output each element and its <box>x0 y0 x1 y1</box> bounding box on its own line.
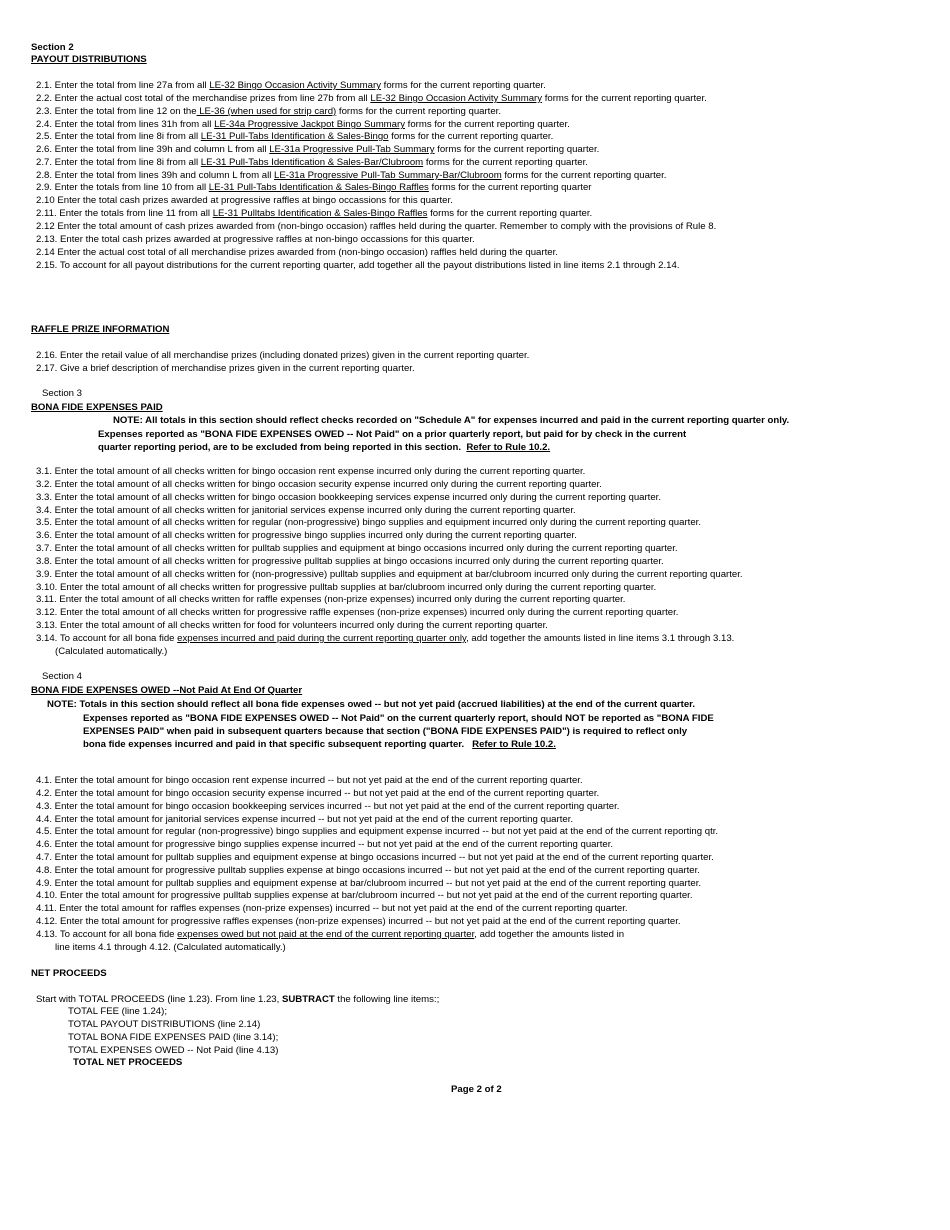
net-proceeds-intro: Start with TOTAL PROCEEDS (line 1.23). From line 1.23, SUBTRACT the following line items:; <box>36 994 440 1005</box>
rule-10-2-reference: Refer to Rule 10.2. <box>466 442 551 453</box>
line-2-12: 2.12 Enter the total amount of cash prizes awarded from (non-bingo occasion) raffles held during the quarter. Remember to comply with the provisions of Rule 8. <box>36 221 717 232</box>
bona-fide-expenses-owed-heading: BONA FIDE EXPENSES OWED --Not Paid At End Of Quarter <box>31 685 303 696</box>
section-4-note-line-2: Expenses reported as "BONA FIDE EXPENSES OWED -- Not Paid" on the current quarterly report, should NOT be reported as "BONA FIDE <box>83 713 714 724</box>
line-3-12: 3.12. Enter the total amount of all checks written for progressive raffle expenses (non-prize expenses) incurred only during the current reporting quarter. <box>36 607 679 618</box>
section-3-note-line-1: NOTE: All totals in this section should reflect checks recorded on "Schedule A" for expenses incurred and paid in the current reporting quarter only. <box>113 415 790 426</box>
line-2-5: 2.5. Enter the total from line 8i from all LE-31 Pull-Tabs Identification & Sales-Bingo forms for the current reporting quarter. <box>36 131 554 142</box>
bona-fide-expenses-paid-heading: BONA FIDE EXPENSES PAID <box>31 402 163 413</box>
line-2-10: 2.10 Enter the total cash prizes awarded at progressive raffles at bingo occassions for this quarter. <box>36 195 453 206</box>
section-4-note-line-1: NOTE: Totals in this section should reflect all bona fide expenses owed -- but not yet paid (accrued liabilities) at the end of the current quarter. <box>47 699 696 710</box>
section-3-note-line-3: quarter reporting period, are to be excluded from being reported in this section. Refer to Rule 10.2. <box>98 442 551 453</box>
line-3-8: 3.8. Enter the total amount of all checks written for progressive pulltab supplies at bingo occasions incurred only during the current reporting quarter. <box>36 556 664 567</box>
line-4-3: 4.3. Enter the total amount for bingo occasion bookkeeping services incurred -- but not yet paid at the end of the current reporting quarter. <box>36 801 620 812</box>
page-number: Page 2 of 2 <box>451 1084 502 1095</box>
line-4-12: 4.12. Enter the total amount for progressive raffles expenses (non-prize expenses) incurred -- but not yet paid at the end of the current reporting quarter. <box>36 916 681 927</box>
line-2-14: 2.14 Enter the actual cost total of all merchandise prizes awarded from (non-bingo occasion) raffles held during the quarter. <box>36 247 558 258</box>
line-3-7: 3.7. Enter the total amount of all checks written for pulltab supplies and equipment at bingo occasions incurred only during the current reporting quarter. <box>36 543 678 554</box>
line-2-2: 2.2. Enter the actual cost total of the merchandise prizes from line 27b from all LE-32 Bingo Occasion Activity Summary forms for the current reporting quarter. <box>36 93 707 104</box>
net-item-total-fee: TOTAL FEE (line 1.24); <box>68 1006 167 1017</box>
line-3-13: 3.13. Enter the total amount of all checks written for food for volunteers incurred only during the current reporting quarter. <box>36 620 548 631</box>
line-4-6: 4.6. Enter the total amount for progressive bingo supplies expense incurred -- but not yet paid at the end of the current reporting quarter. <box>36 839 614 850</box>
section-4-label: Section 4 <box>42 671 83 682</box>
line-3-6: 3.6. Enter the total amount of all checks written for progressive bingo supplies incurred only during the current reporting quarter. <box>36 530 577 541</box>
line-4-10: 4.10. Enter the total amount for progressive pulltab supplies expense at bar/clubroom incurred -- but not yet paid at the end of the current reporting quarter. <box>36 890 693 901</box>
line-2-15: 2.15. To account for all payout distributions for the current reporting quarter, add together all the payout distributions listed in line items 2.1 through 2.14. <box>36 260 680 271</box>
line-2-7: 2.7. Enter the total from line 8i from all LE-31 Pull-Tabs Identification & Sales-Bar/Clubroom forms for the current reporting quarter. <box>36 157 588 168</box>
section-2-label: Section 2 <box>31 42 74 53</box>
line-3-11: 3.11. Enter the total amount of all checks written for raffle expenses (non-prize expenses) incurred only during the current reporting quarter. <box>36 594 626 605</box>
line-3-1: 3.1. Enter the total amount of all checks written for bingo occasion rent expense incurred only during the current reporting quarter. <box>36 466 586 477</box>
line-2-6: 2.6. Enter the total from line 39h and column L from all LE-31a Progressive Pull-Tab Summary forms for the current reporting quarter. <box>36 144 600 155</box>
section-4-note-line-3: EXPENSES PAID" when paid in subsequent quarters because that section ("BONA FIDE EXPENSES PAID") is required to reflect only <box>83 726 688 737</box>
line-2-11: 2.11. Enter the totals from line 11 from all LE-31 Pulltabs Identification & Sales-Bingo Raffles forms for the current reporting quarter. <box>36 208 593 219</box>
line-4-11: 4.11. Enter the total amount for raffles expenses (non-prize expenses) incurred -- but not yet paid at the end of the current reporting quarter. <box>36 903 628 914</box>
net-item-payout: TOTAL PAYOUT DISTRIBUTIONS (line 2.14) <box>68 1019 261 1030</box>
line-2-13: 2.13. Enter the total cash prizes awarded at progressive raffles at non-bingo occassions for this quarter. <box>36 234 475 245</box>
line-2-4: 2.4. Enter the total from lines 31h from all LE-34a Progressive Jackpot Bingo Summary forms for the current reporting quarter. <box>36 119 570 130</box>
line-2-17: 2.17. Give a brief description of merchandise prizes given in the current reporting quarter. <box>36 363 415 374</box>
line-4-8: 4.8. Enter the total amount for progressive pulltab supplies expense at bingo occasions incurred -- but not yet paid at the end of the current reporting quarter. <box>36 865 700 876</box>
line-4-5: 4.5. Enter the total amount for regular (non-progressive) bingo supplies and equipment expense incurred -- but not yet paid at the end of the current reporting qtr. <box>36 826 719 837</box>
line-4-9: 4.9. Enter the total amount for pulltab supplies and equipment expense at bar/clubroom incurred -- but not yet paid at the end of the current reporting quarter. <box>36 878 702 889</box>
line-3-14: 3.14. To account for all bona fide expenses incurred and paid during the current reporting quarter only, add together the amounts listed in line items 3.1 through 3.13. <box>36 633 735 644</box>
line-4-13: 4.13. To account for all bona fide expenses owed but not paid at the end of the current reporting quarter, add together the amounts listed in <box>36 929 625 940</box>
line-4-13-continued: line items 4.1 through 4.12. (Calculated automatically.) <box>55 942 286 953</box>
line-2-1: 2.1. Enter the total from line 27a from all LE-32 Bingo Occasion Activity Summary forms for the current reporting quarter. <box>36 80 546 91</box>
payout-distributions-heading: PAYOUT DISTRIBUTIONS <box>31 54 147 65</box>
line-3-3: 3.3. Enter the total amount of all checks written for bingo occasion bookkeeping services expense incurred only during the current reporting quarter. <box>36 492 662 503</box>
line-4-4: 4.4. Enter the total amount for janitorial services expense incurred -- but not yet paid at the end of the current reporting quarter. <box>36 814 574 825</box>
line-3-10: 3.10. Enter the total amount of all checks written for progressive pulltab supplies at bar/clubroom incurred only during the current reporting quarter. <box>36 582 657 593</box>
line-3-4: 3.4. Enter the total amount of all checks written for janitorial services expense incurred only during the current reporting quarter. <box>36 505 576 516</box>
line-4-7: 4.7. Enter the total amount for pulltab supplies and equipment expense at bingo occasions incurred -- but not yet paid at the end of the current reporting quarter. <box>36 852 714 863</box>
net-item-expenses-owed: TOTAL EXPENSES OWED -- Not Paid (line 4.13) <box>68 1045 279 1056</box>
line-2-9: 2.9. Enter the totals from line 10 from all LE-31 Pull-Tabs Identification & Sales-Bingo Raffles forms for the current reporting quarter <box>36 182 592 193</box>
line-2-8: 2.8. Enter the total from lines 39h and column L from all LE-31a Progressive Pull-Tab Summary-Bar/Clubroom forms for the current reporting quarter. <box>36 170 667 181</box>
line-2-16: 2.16. Enter the retail value of all merchandise prizes (including donated prizes) given in the current reporting quarter. <box>36 350 530 361</box>
section-3-label: Section 3 <box>42 388 83 399</box>
line-3-5: 3.5. Enter the total amount of all checks written for regular (non-progressive) bingo supplies and equipment incurred only during the current reporting quarter. <box>36 517 701 528</box>
line-4-2: 4.2. Enter the total amount for bingo occasion security expense incurred -- but not yet paid at the end of the current reporting quarter. <box>36 788 600 799</box>
line-3-2: 3.2. Enter the total amount of all checks written for bingo occasion security expense incurred only during the current reporting quarter. <box>36 479 602 490</box>
raffle-prize-heading: RAFFLE PRIZE INFORMATION <box>31 324 170 335</box>
line-2-3: 2.3. Enter the total from line 12 on the LE-36 (when used for strip card) forms for the current reporting quarter. <box>36 106 502 117</box>
line-4-1: 4.1. Enter the total amount for bingo occasion rent expense incurred -- but not yet paid at the end of the current reporting quarter. <box>36 775 583 786</box>
line-3-14-continued: (Calculated automatically.) <box>55 646 168 657</box>
line-3-9: 3.9. Enter the total amount of all checks written for (non-progressive) pulltab supplies and equipment at bar/clubroom incurred only during the current reporting quarter. <box>36 569 743 580</box>
section-3-note-line-2: Expenses reported as "BONA FIDE EXPENSES OWED -- Not Paid" on a prior quarterly report, but paid for by check in the current <box>98 429 687 440</box>
section-4-note-line-4: bona fide expenses incurred and paid in that specific subsequent reporting quarter. Refer to Rule 10.2. <box>83 739 556 750</box>
net-proceeds-heading: NET PROCEEDS <box>31 968 107 979</box>
total-net-proceeds: TOTAL NET PROCEEDS <box>73 1057 183 1068</box>
net-item-expenses-paid: TOTAL BONA FIDE EXPENSES PAID (line 3.14); <box>68 1032 279 1043</box>
rule-10-2-reference-owed: Refer to Rule 10.2. <box>472 739 556 750</box>
